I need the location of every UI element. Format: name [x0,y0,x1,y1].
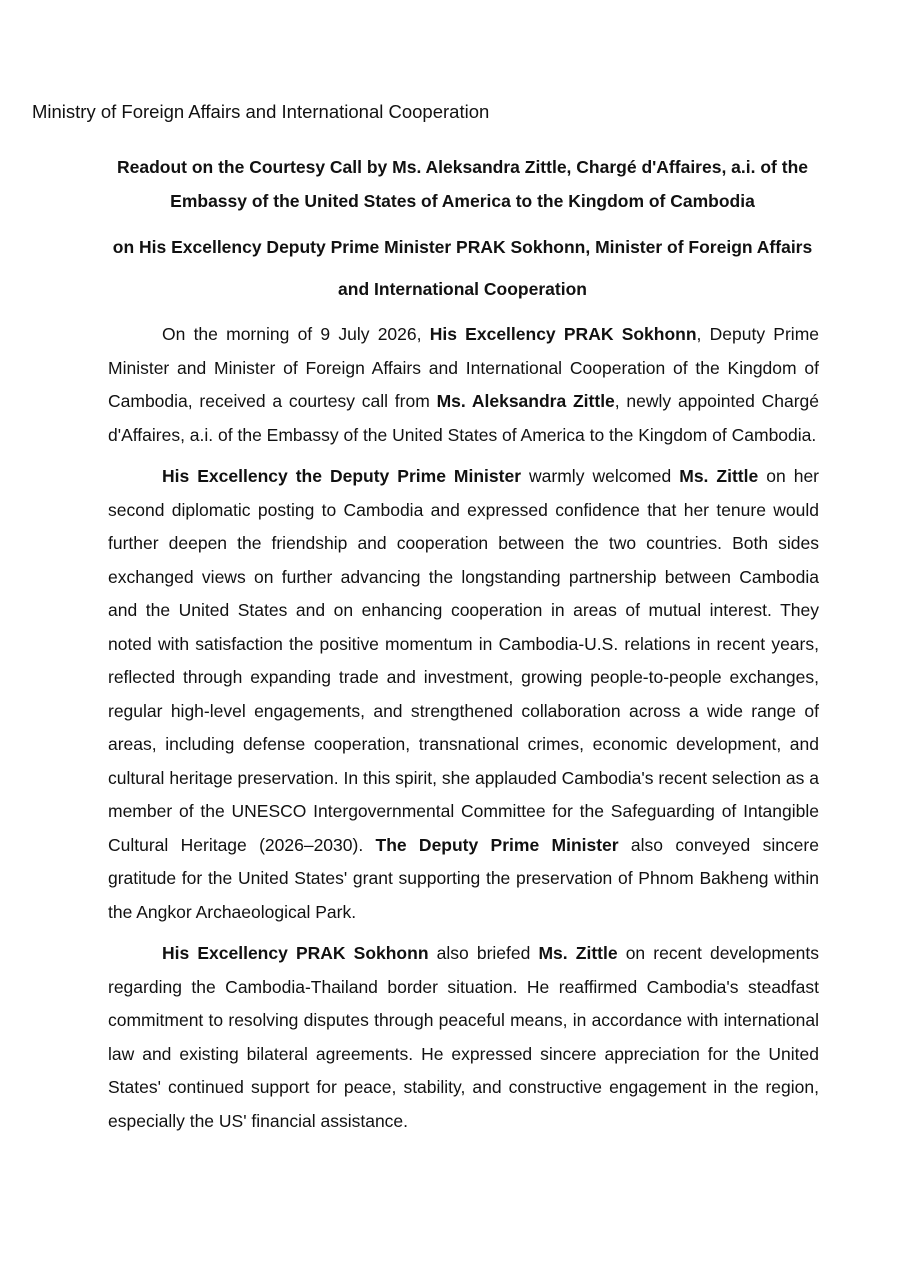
title-line-1: Readout on the Courtesy Call by Ms. Aleksandra Zittle, Chargé d'Affaires, a.i. of the [116,157,808,177]
paragraph-1 [108,318,819,452]
p1-bold-guest: Ms. Aleksandra Zittle [436,391,615,411]
title-line-4: and International Cooperation [338,279,587,299]
ministry-header: Ministry of Foreign Affairs and International Cooperation [32,101,490,122]
paragraph-2 [108,460,819,929]
p2-bold-guest: Ms. Zittle [679,466,759,486]
p2-text-2: on her second diplomatic posting to Cambodia and expressed confidence that her tenure would further deepen the friendship and cooperation between the two countries. Both sides exchanged views on further advancing the longstanding partnership between Cambodia and the United States and on enhancing cooperation in areas of mutual interest. They noted with satisfaction the positive momentum in Cambodia-U.S. relations in recent years, reflected through expanding trade and investment, growing people-to-people exchanges, regular high-level engagements, and strengthened collaboration across a wide range of areas, including defense cooperation, transnational crimes, economic development, and cultural heritage preservation. In this spirit, she applauded Cambodia's recent selection as a member of the UNESCO Intergovernmental Committee for the Safeguarding of Intangible Cultural Heritage (2026–2030). [108,466,819,855]
document-body [108,318,819,1146]
title-line-2: Embassy of the United States of America to the Kingdom of Cambodia [170,191,755,211]
document-title [100,150,825,310]
p1-text-2: , Deputy Prime Minister and Minister of Foreign Affairs and International Cooperation of the Kingdom of Cambodia, received a courtesy call from [108,324,820,411]
p2-text-3: also conveyed sincere gratitude for the United States' grant supporting the preservation of Phnom Bakheng within the Angkor Archaeological Park. [108,834,819,922]
p2-bold-dpm: The Deputy Prime Minister [375,834,619,855]
p2-text-1: warmly welcomed [521,466,680,486]
p3-text-2: on recent developments regarding the Cambodia-Thailand border situation. He reaffirmed Cambodia's steadfast commitment to resolving disputes through peaceful means, in accordance with international law and existing bilateral agreements. He expressed sincere appreciation for the United States' continued support for peace, stability, and constructive engagement in the region, especially the US' financial assistance. [108,943,819,1131]
p1-text-3: , newly appointed Chargé d'Affaires, a.i. of the Embassy of the United States of America to the Kingdom of Cambodia. [108,391,820,445]
title-line-3: on His Excellency Deputy Prime Minister PRAK Sokhonn, Minister of Foreign Affairs [112,237,813,257]
p3-bold-name: His Excellency PRAK Sokhonn [162,943,429,963]
p1-bold-name: His Excellency PRAK Sokhonn [429,324,697,344]
p3-bold-guest: Ms. Zittle [538,943,618,963]
p3-text-1: also briefed [428,943,539,963]
p1-text-1: On the morning of 9 July 2026, [162,324,430,344]
paragraph-3 [108,937,819,1138]
p2-bold-title: His Excellency the Deputy Prime Minister [162,466,522,486]
